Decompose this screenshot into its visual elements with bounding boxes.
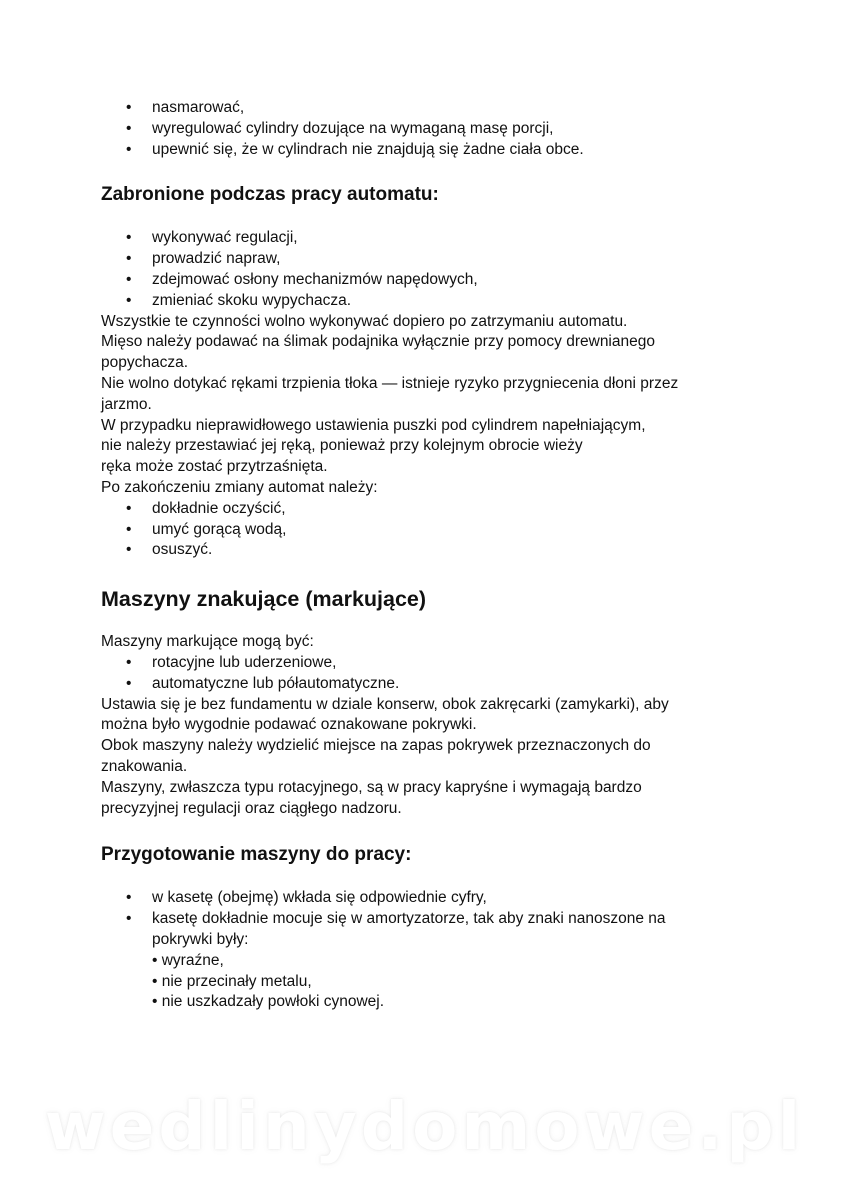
list-item: • zmieniać skoku wypychacza. <box>101 291 741 312</box>
list-item: • wyregulować cylindry dozujące na wymaganą masę porcji, <box>101 119 741 140</box>
list-item: • w kasetę (obejmę) wkłada się odpowiednie cyfry, <box>101 888 741 909</box>
list-item-line: • kasetę dokładnie mocuje się w amortyzatorze, tak aby znaki nanoszone na <box>152 910 666 928</box>
text-line: ręka może zostać przytrzaśnięta. <box>101 458 328 476</box>
text-line: Nie wolno dotykać rękami trzpienia tłoka — istnieje ryzyko przygniecenia dłoni przez <box>101 374 679 392</box>
text-line: Maszyny markujące mogą być: <box>101 633 314 651</box>
list-item: • automatyczne lub półautomatyczne. <box>101 674 741 695</box>
text-line: nie należy przestawiać jej ręką, ponieważ przy kolejnym obrocie wieży <box>101 437 583 455</box>
preparation-list <box>101 888 741 1013</box>
list-item: • wykonywać regulacji, <box>101 228 741 249</box>
sub-list-item: • nie przecinały metalu, <box>152 972 312 990</box>
document-content <box>101 98 741 1013</box>
list-item: • nasmarować, <box>101 98 741 119</box>
list-item: • umyć gorącą wodą, <box>101 520 741 541</box>
list-item: • osuszyć. <box>101 540 741 561</box>
list-item: • prowadzić napraw, <box>101 249 741 270</box>
text-line: Maszyny, zwłaszcza typu rotacyjnego, są w pracy kapryśne i wymagają bardzo <box>101 778 642 796</box>
text-line: Mięso należy podawać na ślimak podajnika wyłącznie przy pomocy drewnianego <box>101 333 655 351</box>
list-item: • rotacyjne lub uderzeniowe, <box>101 653 741 674</box>
text-line: Po zakończeniu zmiany automat należy: <box>101 478 378 496</box>
prep-steps-list <box>101 98 741 160</box>
list-item-line: pokrywki były: <box>152 930 249 948</box>
text-line: jarzmo. <box>101 395 152 413</box>
marking-types-list <box>101 653 741 695</box>
list-item <box>101 909 741 1013</box>
heading-forbidden: Zabronione podczas pracy automatu: <box>101 184 439 206</box>
watermark: wedlinydomowe.pl <box>44 1088 805 1165</box>
list-item: • dokładnie oczyścić, <box>101 499 741 520</box>
after-shift-list <box>101 499 741 561</box>
forbidden-list <box>101 228 741 311</box>
text-line: Ustawia się je bez fundamentu w dziale konserw, obok zakręcarki (zamykarki), aby <box>101 695 669 713</box>
text-line: Wszystkie te czynności wolno wykonywać dopiero po zatrzymaniu automatu. <box>101 312 628 330</box>
text-line: Obok maszyny należy wydzielić miejsce na zapas pokrywek przeznaczonych do <box>101 737 651 755</box>
text-line: znakowania. <box>101 757 188 775</box>
list-item: • zdejmować osłony mechanizmów napędowych, <box>101 270 741 291</box>
list-item: • upewnić się, że w cylindrach nie znajdują się żadne ciała obce. <box>101 140 741 161</box>
heading-preparation: Przygotowanie maszyny do pracy: <box>101 844 412 866</box>
sub-list-item: • wyraźne, <box>152 951 224 969</box>
text-line: popychacza. <box>101 354 189 372</box>
text-line: precyzyjnej regulacji oraz ciągłego nadzoru. <box>101 799 402 817</box>
heading-marking-machines: Maszyny znakujące (markujące) <box>101 587 427 612</box>
sub-list-item: • nie uszkadzały powłoki cynowej. <box>152 993 385 1011</box>
text-line: można było wygodnie podawać oznakowane pokrywki. <box>101 716 477 734</box>
text-line: W przypadku nieprawidłowego ustawienia puszki pod cylindrem napełniającym, <box>101 416 646 434</box>
